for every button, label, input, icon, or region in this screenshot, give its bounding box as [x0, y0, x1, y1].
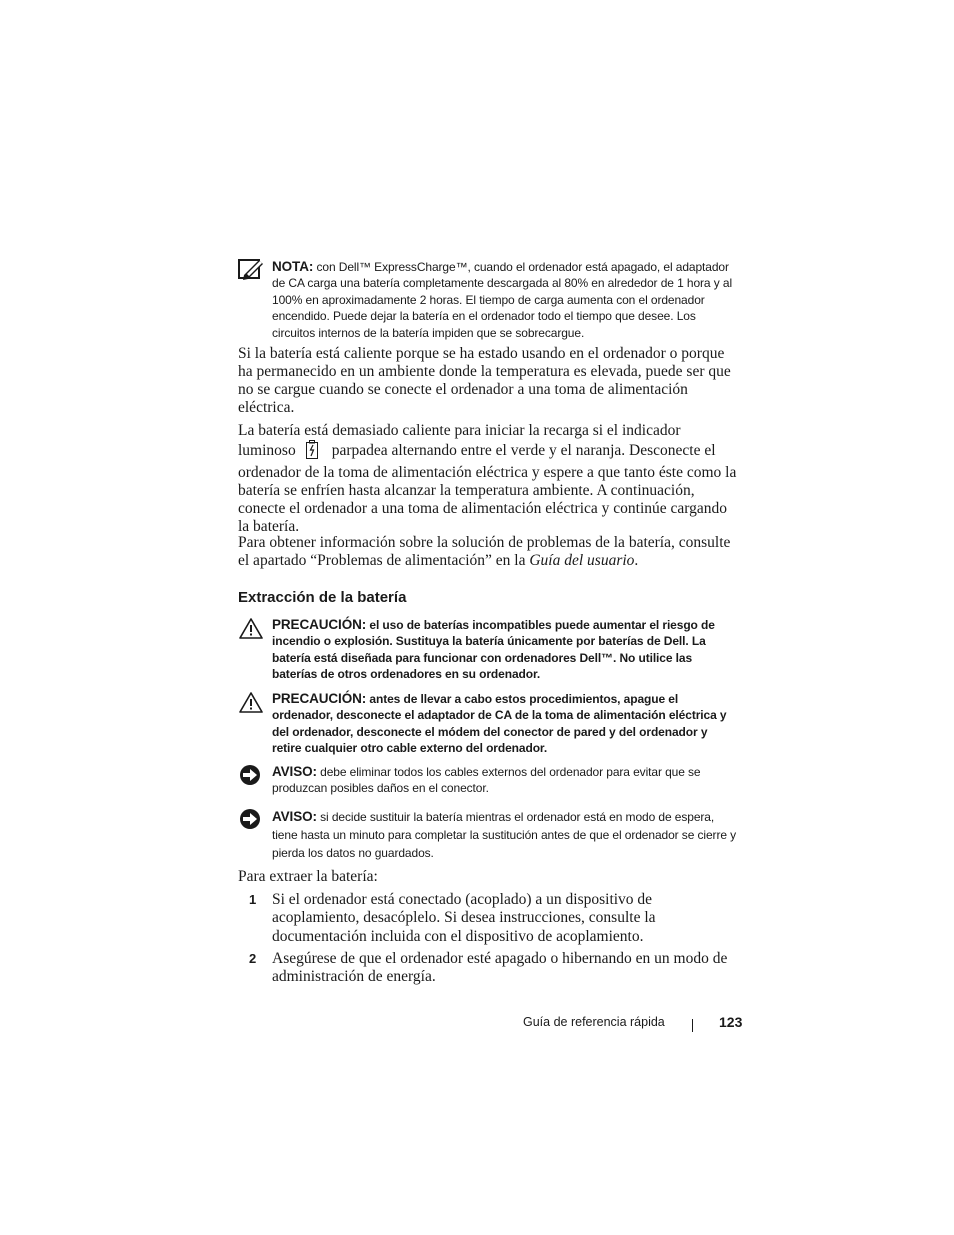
- note-block: [238, 259, 738, 341]
- notice-text-2: [272, 808, 738, 862]
- caution-block-2: [238, 691, 738, 757]
- too-hot-text-1: La batería está demasiado caliente para iniciar la recarga si el indicador luminoso: [238, 422, 681, 459]
- battery-status-icon: [306, 440, 318, 464]
- caution-body-2: antes de llevar a cabo estos procedimientos, apague el ordenador, desconecte el adaptador de CA de la toma de alimentación eléctrica y del ordenador, desconecte el módem del conector de pared y del ordenador y retire cualquier otro cable externo del ordenador.: [272, 692, 727, 756]
- paragraph-too-hot: [238, 422, 738, 536]
- step-number-1: 1: [249, 892, 257, 907]
- caution-label-1: PRECAUCIÓN:: [272, 617, 367, 632]
- troubleshoot-end: .: [634, 552, 639, 569]
- steps-intro: Para extraer la batería:: [238, 868, 378, 885]
- step-text-1: Si el ordenador está conectado (acoplado) a un dispositivo de acoplamiento, desacóplelo. Si desea instrucciones, consulte la documentación incluida con el dispositivo de acoplamiento.: [272, 891, 656, 945]
- step-1: [238, 891, 738, 946]
- caution-body-1: el uso de baterías incompatibles puede aumentar el riesgo de incendio o explosión. Sustituya la batería únicamente por baterías de Dell. La batería está diseñada para funcionar con ordenadores Dell™. No utilice las baterías de otros ordenadores en su ordenador.: [272, 618, 715, 682]
- page-number: 123: [719, 1014, 743, 1030]
- user-guide-title: Guía del usuario: [529, 552, 635, 569]
- paragraph-hot-battery: Si la batería está caliente porque se ha estado usando en el ordenador o porque ha permanecido en un ambiente donde la temperatura es elevada, puede ser que no se cargue cuando se conecte el ordenador a una toma de alimentación eléctrica.: [238, 345, 731, 416]
- too-hot-text-2: parpadea alternando entre el verde y el naranja. Desconecte el ordenador de la toma de alimentación eléctrica y espere a que tanto éste como la batería se enfríen hasta alcanzar la temperatura ambiente. A continuación, conecte el ordenador a una toma de alimentación eléctrica y continúe cargando la batería.: [238, 442, 737, 535]
- note-text: [272, 259, 738, 341]
- caution-triangle-icon: [238, 617, 264, 641]
- step-text-2: Asegúrese de que el ordenador esté apagado o hibernando en un modo de administración de energía.: [272, 950, 728, 986]
- caution-text-2: [272, 691, 738, 757]
- notice-label-2: AVISO:: [272, 809, 317, 824]
- caution-triangle-icon: [238, 691, 264, 715]
- step-2: [238, 950, 738, 987]
- caution-text-1: [272, 617, 738, 683]
- caution-label-2: PRECAUCIÓN:: [272, 691, 367, 706]
- section-heading: Extracción de la batería: [238, 589, 407, 606]
- footer-title: Guía de referencia rápida: [523, 1015, 665, 1029]
- step-number-2: 2: [249, 951, 257, 966]
- notice-block-2: [238, 808, 738, 862]
- caution-block-1: [238, 617, 738, 683]
- troubleshoot-text: Para obtener información sobre la solución de problemas de la batería, consulte el apartado “Problemas de alimentación” en la: [238, 534, 731, 569]
- footer-divider: [692, 1019, 693, 1032]
- pencil-note-icon: [238, 259, 264, 283]
- notice-text-1: [272, 764, 738, 797]
- notice-label-1: AVISO:: [272, 764, 317, 779]
- note-label: NOTA:: [272, 259, 314, 274]
- paragraph-troubleshoot: [238, 534, 738, 570]
- notice-body-1: debe eliminar todos los cables externos del ordenador para evitar que se produzcan posibles daños en el conector.: [272, 765, 701, 796]
- notice-block-1: [238, 764, 738, 797]
- notice-body-2: si decide sustituir la batería mientras el ordenador está en modo de espera, tiene hasta un minuto para completar la sustitución antes de que el ordenador se cierre y pierda los datos no guardados.: [272, 810, 737, 860]
- notice-arrow-icon: [238, 764, 264, 788]
- notice-arrow-icon: [238, 808, 264, 832]
- note-body: con Dell™ ExpressCharge™, cuando el ordenador está apagado, el adaptador de CA carga una batería completamente descargada al 80% en alrededor de 1 hora y al 100% en aproximadamente 2 horas. El tiempo de carga aumenta con el ordenador encendido. Puede dejar la batería en el ordenador todo el tiempo que desee. Los circuitos internos de la batería impiden que se sobrecargue.: [272, 260, 733, 340]
